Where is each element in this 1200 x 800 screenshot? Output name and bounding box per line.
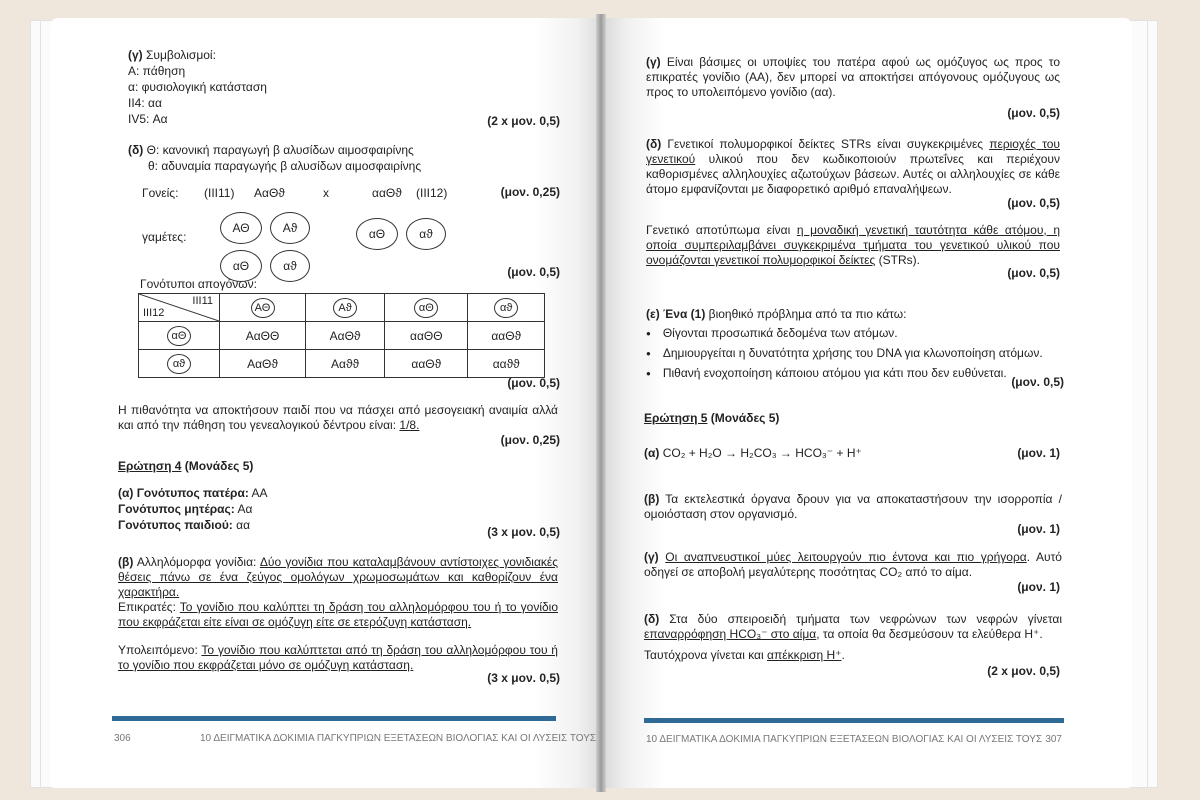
right-e-intro-bold: Ένα (1)	[663, 307, 706, 321]
left-d-line2: θ: αδυναμία παραγωγής β αλυσίδων αιμοσφαιρίνης	[148, 159, 422, 173]
book-spine	[596, 14, 606, 792]
q5d-post: , τα οποία θα δεσμεύσουν τα ελεύθερα Η⁺.	[816, 627, 1043, 641]
left-d-text1: Θ: κανονική παραγωγή β αλυσίδων αιμοσφαιρίνης	[146, 143, 414, 157]
recessive-term: Υπολειπόμενο:	[118, 643, 198, 657]
q4a-heading: (α)	[118, 486, 134, 500]
q4a-line	[118, 518, 250, 533]
col-header	[306, 294, 385, 322]
q5d-pre: Στα δύο σπειροειδή τμήματα των νεφρώνων των νεφρών γίνεται	[669, 612, 1062, 626]
list-item: ● Θίγονται προσωπικά δεδομένα των ατόμων.	[646, 326, 1043, 342]
q5g-text	[644, 550, 1062, 580]
punnett-table	[138, 293, 545, 378]
q5a-line	[644, 446, 862, 461]
fingerprint-underlined: η μοναδική γενετική ταυτότητα κάθε ατόμου, η οποία συμπεριλαμβάνει συγκεκριμένα τμήματα του γενετικού υλικού που ονομάζονται γενετικοί πολυμορφικοί δείκτες	[646, 223, 1060, 267]
gametes-label: γαμέτες:	[142, 230, 187, 244]
marks-label: (μον. 0,25)	[500, 433, 560, 447]
q5b-heading: (β)	[644, 492, 660, 506]
right-g-body: Είναι βάσιμες οι υποψίες του πατέρα αφού ως ομόζυγος ως προς το επικρατές γονίδιο (ΑΑ), δεν μπορεί να αποκτήσει απόγονους ομόζυγους ως προς το υπολειπόμενο γονίδιο (αα).	[646, 55, 1060, 99]
q4a-line	[118, 502, 252, 517]
marks-label: (2 x μον. 0,5)	[987, 664, 1060, 678]
left-page	[50, 18, 600, 788]
probability-value: 1/8.	[399, 418, 420, 432]
question-5-label: Ερώτηση 5	[644, 411, 708, 425]
list-item: ● Δημιουργείται η δυνατότητα χρήσης του DNA για κλωνοποίηση ατόμων.	[646, 346, 1043, 362]
row-header	[139, 322, 220, 350]
col-header	[220, 294, 306, 322]
symbol-line: ΙΙ4: αα	[128, 96, 162, 110]
symbol-line: α: φυσιολογική κατάσταση	[128, 80, 267, 94]
left-d-line1	[128, 143, 414, 158]
parent2-id: (ΙΙΙ12)	[416, 186, 448, 200]
q4b-def: Δύο γονίδια που καταλαμβάνουν αντίστοιχες γονιδιακές θέσεις πάνω σε ένα ζεύγος ομολόγων χρωμοσωμάτων και καθορίζουν ένα χαρακτήρα.	[118, 555, 559, 599]
marks-label: (μον. 1)	[1017, 522, 1060, 536]
q5g-underlined: Οι αναπνευστικοί μύες λειτουργούν πιο έντονα και πιο γρήγορα	[665, 550, 1027, 564]
right-e-intro	[646, 307, 906, 322]
marks-label: (μον. 0,5)	[1007, 106, 1060, 120]
recessive-definition	[118, 643, 558, 673]
left-d-heading: (δ)	[128, 143, 144, 157]
question-4-units: (Μονάδες 5)	[181, 459, 254, 473]
recessive-def: Το γονίδιο που καλύπτεται από τη δράση του αλληλομόρφου του ή το γονίδιο που εκφράζεται μόνο σε ομόζυγη κατάσταση.	[118, 643, 558, 672]
gamete-circle: Αϑ	[333, 298, 357, 318]
genotype-cell: ΑαΘϑ	[306, 322, 385, 350]
marks-label: (μον. 0,5)	[507, 265, 560, 279]
corner-bottom-label: ΙΙΙ12	[143, 307, 165, 319]
q5b-text	[644, 492, 1062, 522]
genotype-cell: ααΘϑ	[385, 350, 468, 378]
q5a-equation: CO₂ + H₂O → H₂CO₃ → HCO₃⁻ + H⁺	[662, 446, 862, 460]
symbol-line: ΙV5: Αα	[128, 112, 168, 126]
page-number: 306	[114, 733, 131, 744]
gamete-circle: αϑ	[270, 250, 310, 282]
row-header	[139, 350, 220, 378]
right-d-pre: Γενετικοί πολυμορφικοί δείκτες STRs είναι συγκεκριμένες	[667, 137, 990, 151]
genotype-cell: ΑαΘϑ	[220, 350, 306, 378]
right-d-heading: (δ)	[646, 137, 662, 151]
question-4-label: Ερώτηση 4	[118, 459, 182, 473]
offspring-label: Γονότυποι απογόνων:	[140, 277, 257, 291]
gamete-circle: αΘ	[356, 218, 398, 250]
right-e-heading: (ε)	[646, 307, 660, 321]
q4a-label: Γονότυπος μητέρας:	[118, 502, 235, 516]
q4a-value: ΑΑ	[251, 486, 268, 500]
q5g-heading: (γ)	[644, 550, 659, 564]
marks-label: (μον. 0,5)	[507, 376, 560, 390]
probability-statement: Η πιθανότητα να αποκτήσουν παιδί που να πάσχει από μεσογειακή αναιμία αλλά και από την πάθηση του γενεαλογικού δέντρου είναι:	[118, 403, 558, 432]
marks-label: (3 x μον. 0,5)	[487, 671, 560, 685]
marks-label: (μον. 1)	[1017, 580, 1060, 594]
marks-label: (μον. 0,5)	[1007, 196, 1060, 210]
q5d-line2	[644, 648, 845, 663]
left-g-heading-line	[128, 48, 216, 63]
q5d-underlined: επαναρρόφηση HCO₃⁻ στο αίμα	[644, 627, 817, 641]
marks-label: (μον. 0,5)	[1011, 375, 1064, 389]
q4b-heading: (β)	[118, 555, 134, 569]
q5d-heading: (δ)	[644, 612, 660, 626]
bioethics-list	[646, 326, 1043, 386]
right-g-text	[646, 55, 1060, 100]
fingerprint-text	[646, 223, 1060, 268]
left-g-heading: (γ)	[128, 48, 143, 62]
marks-label: (μον. 0,5)	[1007, 266, 1060, 280]
probability-text	[118, 403, 558, 433]
marks-label: (2 x μον. 0,5)	[487, 114, 560, 128]
parent2-genotype: ααΘϑ	[372, 186, 402, 200]
right-d-text	[646, 137, 1060, 197]
marks-label: (μον. 1)	[1017, 446, 1060, 460]
left-g-title: Συμβολισμοί:	[146, 48, 216, 62]
dominant-definition	[118, 600, 558, 630]
marks-label: (3 x μον. 0,5)	[487, 525, 560, 539]
footer-bar	[112, 716, 556, 721]
symbol-line: Α: πάθηση	[128, 64, 186, 78]
footer-bar	[644, 718, 1064, 723]
q4a-label: Γονότυπος παιδιού:	[118, 518, 233, 532]
gamete-circle: ΑΘ	[251, 298, 275, 318]
q4b-definition	[118, 555, 558, 600]
q5b-body: Τα εκτελεστικά όργανα δρουν για να αποκαταστήσουν την ισορροπία / ομοιόσταση στον οργανισμό.	[644, 492, 1062, 521]
col-header	[468, 294, 545, 322]
q5d-line2-post: .	[841, 648, 845, 662]
genotype-cell: ααΘϑ	[468, 322, 545, 350]
gamete-circle: αϑ	[494, 298, 518, 318]
right-d-post: υλικού που δεν κωδικοποιούν πρωτεΐνες και περιέχουν καθορισμένες αλληλουχίες αζωτούχων βάσεων. Αυτές οι αλληλουχίες σε κάθε άτομο εμφανίζονται με διαφορετικό αριθμό επαναλήψεων.	[646, 152, 1060, 196]
table-row	[139, 350, 545, 378]
marks-label: (μον. 0,25)	[500, 185, 560, 199]
q5g-post: . Αυτό οδηγεί σε αποβολή μεγαλύτερης ποσότητας CO₂ από το αίμα.	[644, 550, 1062, 579]
right-d-underlined: περιοχές του γενετικού	[646, 137, 1060, 166]
gamete-circle: αΘ	[414, 298, 438, 318]
parent1-genotype: ΑαΘϑ	[254, 186, 285, 200]
parents-label: Γονείς:	[142, 186, 179, 200]
question-4-title	[118, 459, 253, 474]
gamete-circle: Αϑ	[270, 212, 310, 244]
footer-title: 10 ΔΕΙΓΜΑΤΙΚΑ ΔΟΚΙΜΙΑ ΠΑΓΚΥΠΡΙΩΝ ΕΞΕΤΑΣΕΩΝ ΒΙΟΛΟΓΙΑΣ ΚΑΙ ΟΙ ΛΥΣΕΙΣ ΤΟΥΣ	[200, 733, 597, 744]
footer-title: 10 ΔΕΙΓΜΑΤΙΚΑ ΔΟΚΙΜΙΑ ΠΑΓΚΥΠΡΙΩΝ ΕΞΕΤΑΣΕΩΝ ΒΙΟΛΟΓΙΑΣ ΚΑΙ ΟΙ ΛΥΣΕΙΣ ΤΟΥΣ	[646, 734, 1043, 745]
right-g-heading: (γ)	[646, 55, 661, 69]
genotype-cell: ααϑϑ	[468, 350, 545, 378]
gamete-circle: αΘ	[220, 250, 262, 282]
q5d-line2-pre: Ταυτόχρονα γίνεται και	[644, 648, 767, 662]
q5d-line2-underlined: απέκκριση Η⁺	[767, 648, 842, 662]
col-header	[385, 294, 468, 322]
gamete-circle: ΑΘ	[220, 212, 262, 244]
gamete-circle: αϑ	[167, 354, 191, 374]
punnett-corner-cell	[139, 294, 220, 322]
gamete-circle: αΘ	[167, 326, 191, 346]
table-row	[139, 322, 545, 350]
page-number: 307	[1045, 734, 1062, 745]
dominant-def: Το γονίδιο που καλύπτει τη δράση του αλληλομόρφου του ή το γονίδιο που εκφράζεται είτε είναι σε ομόζυγη είτε σε ετερόζυγη κατάσταση.	[118, 600, 558, 629]
question-5-title	[644, 411, 779, 426]
q5a-heading: (α)	[644, 446, 660, 460]
q5d-text	[644, 612, 1062, 642]
genotype-cell: ΑαΘΘ	[220, 322, 306, 350]
genotype-cell: ααΘΘ	[385, 322, 468, 350]
genotype-cell: Ααϑϑ	[306, 350, 385, 378]
gamete-circle: αϑ	[406, 218, 446, 250]
q4a-label: Γονότυπος πατέρα:	[136, 486, 249, 500]
cross-symbol: x	[323, 186, 329, 200]
fingerprint-pre: Γενετικό αποτύπωμα είναι	[646, 223, 797, 237]
q4a-value: αα	[236, 518, 251, 532]
list-item: ● Πιθανή ενοχοποίηση κάποιου ατόμου για κάτι που δεν ευθύνεται.	[646, 366, 1043, 382]
corner-top-label: ΙΙΙ11	[192, 295, 213, 307]
q4b-term: Αλληλόμορφα γονίδια:	[136, 555, 257, 569]
q4a-line	[118, 486, 268, 501]
dominant-term: Επικρατές:	[118, 600, 176, 614]
q4a-value: Αα	[237, 502, 253, 516]
question-5-units: (Μονάδες 5)	[707, 411, 780, 425]
fingerprint-post: (STRs).	[875, 253, 920, 267]
right-page	[600, 18, 1132, 788]
right-e-intro-text: βιοηθικό πρόβλημα από τα πιο κάτω:	[705, 307, 907, 321]
parent1-id: (ΙΙΙ11)	[204, 186, 235, 200]
